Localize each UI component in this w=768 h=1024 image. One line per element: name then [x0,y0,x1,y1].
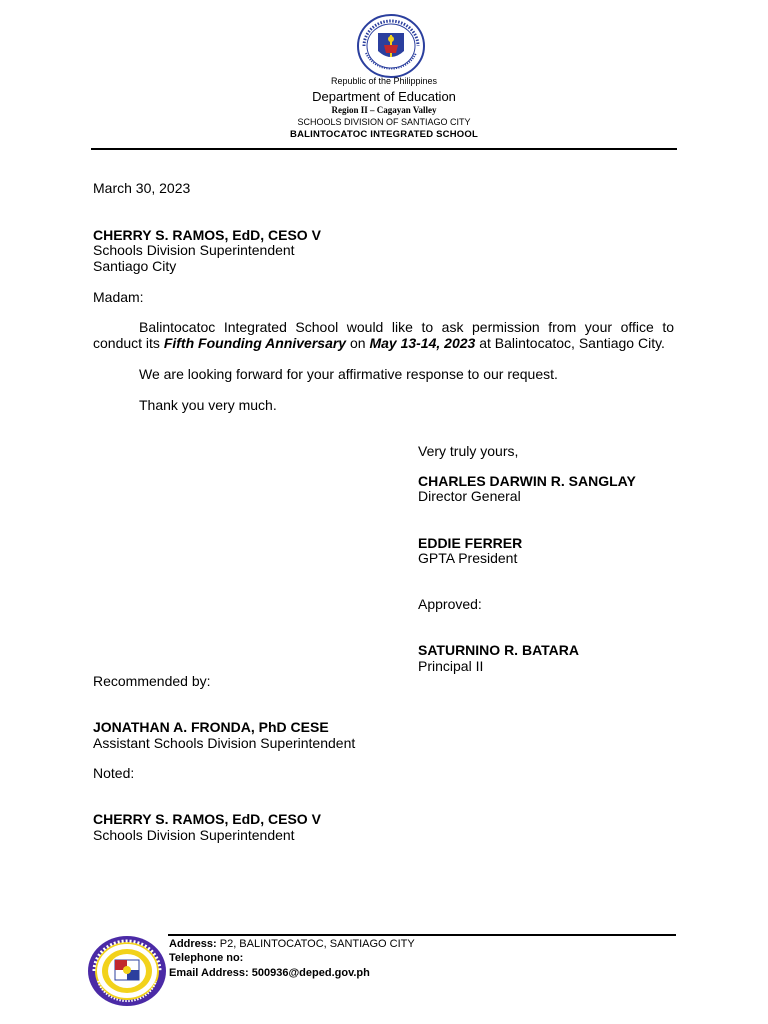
salutation: Madam: [93,289,144,305]
footer-email-label: Email Address: [169,967,249,979]
body-paragraph-3: Thank you very much. [139,397,277,413]
footer-email [169,966,370,981]
approver-name: SATURNINO R. BATARA [418,642,579,658]
body-paragraph-1 [93,319,674,351]
footer-address-value: P2, BALINTOCATOC, SANTIAGO CITY [216,938,415,950]
recipient-name: CHERRY S. RAMOS, EdD, CESO V [93,227,321,243]
letter-date: March 30, 2023 [93,180,191,196]
body-text-1a: Balintocatoc Integrated School would like to ask permission from your office to conduct its [93,319,674,351]
footer-email-value: 500936@deped.gov.ph [248,967,370,979]
footer-address-label: Address: [169,938,217,950]
noter-name: CHERRY S. RAMOS, EdD, CESO V [93,811,321,827]
recommended-label: Recommended by: [93,673,211,689]
body-paragraph-2: We are looking forward for your affirmative response to our request. [139,366,558,382]
approved-label: Approved: [418,596,482,612]
header-department: Department of Education [312,89,456,104]
signatory-1-title: Director General [418,488,521,504]
header-republic: Republic of the Philippines [330,76,438,86]
signatory-2-title: GPTA President [418,550,518,566]
closing: Very truly yours, [418,443,519,459]
noter-title: Schools Division Superintendent [93,827,295,843]
footer-address [169,937,415,952]
header-division: SCHOOLS DIVISION OF SANTIAGO CITY [297,117,471,127]
signatory-1-name: CHARLES DARWIN R. SANGLAY [418,473,636,489]
body-text-1c: at Balintocatoc, Santiago City. [475,335,665,351]
recommender-title: Assistant Schools Division Superintendent [93,735,356,751]
signatory-2-name: EDDIE FERRER [418,535,523,551]
body-text-1b: on [346,335,370,351]
school-seal-logo [86,934,168,1008]
approver-title: Principal II [418,658,484,674]
footer-divider [168,934,676,936]
header-region: Region II – Cagayan Valley [331,105,437,115]
noted-label: Noted: [93,765,135,781]
header-school-name: BALINTOCATOC INTEGRATED SCHOOL [290,129,478,140]
event-name: Fifth Founding Anniversary [163,335,347,351]
event-dates: May 13-14, 2023 [369,335,476,351]
recipient-title: Schools Division Superintendent [93,242,295,258]
deped-seal-logo [356,13,426,79]
footer-telephone [169,951,243,966]
recommender-name: JONATHAN A. FRONDA, PhD CESE [93,719,329,735]
recipient-location: Santiago City [93,258,177,274]
footer-telephone-label: Telephone no: [169,952,244,964]
header-divider [91,148,677,150]
